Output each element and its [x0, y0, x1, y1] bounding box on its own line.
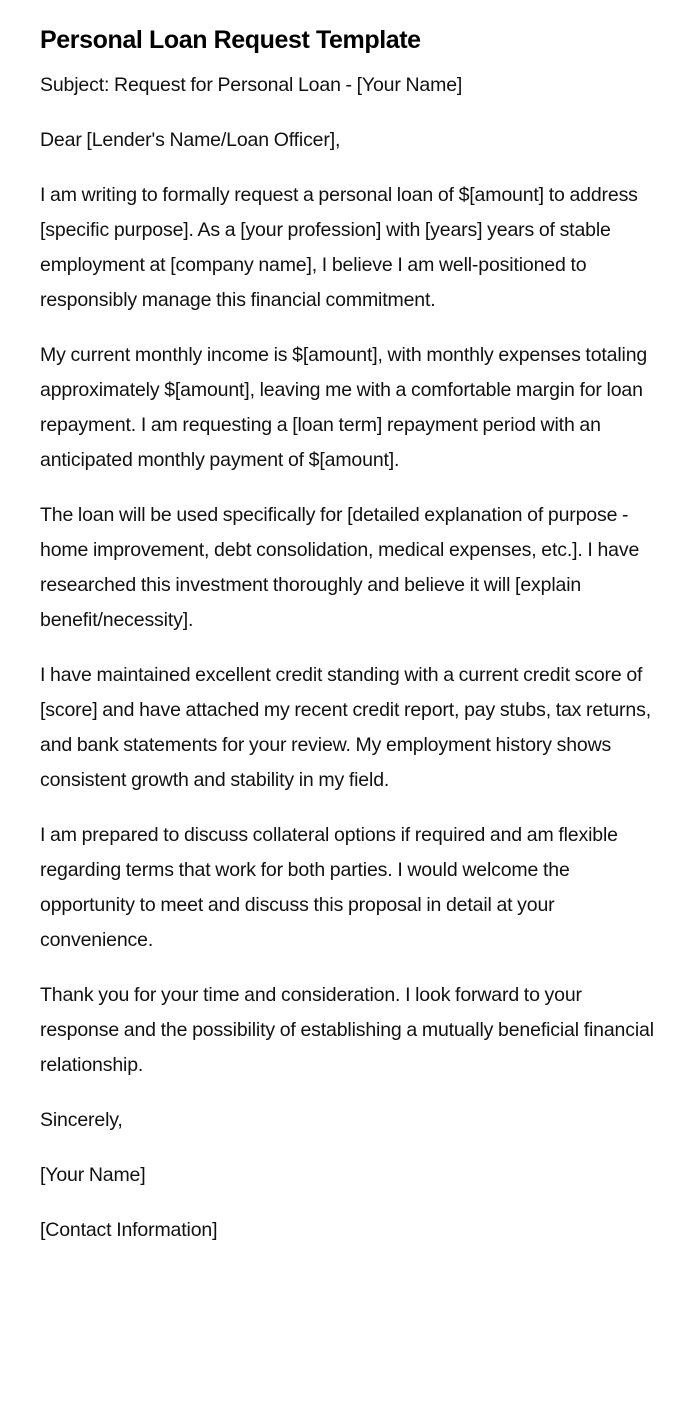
body-paragraph-purpose: The loan will be used specifically for [detailed explanation of purpose - home improvement, debt consolidation, medical expenses, etc.]. I have researched this investment thoroughly and believe it will [explain benefit/necessity]. — [40, 504, 640, 631]
signature-name: [Your Name] — [40, 1164, 146, 1186]
body-paragraph-thanks: Thank you for your time and consideration. I look forward to your response and the possibility of establishing a mutually beneficial financial relationship. — [40, 984, 654, 1076]
body-paragraph-loan-request: I am writing to formally request a personal loan of $[amount] to address [specific purpose]. As a [your profession] with [years] years of stable employment at [company name], I believe I am well-positioned to responsibly manage this financial commitment. — [40, 184, 638, 311]
body-paragraph-collateral: I am prepared to discuss collateral options if required and am flexible regarding terms that work for both parties. I would welcome the opportunity to meet and discuss this proposal in detail at your convenience. — [40, 824, 618, 951]
closing: Sincerely, — [40, 1109, 123, 1131]
body-paragraph-credit: I have maintained excellent credit standing with a current credit score of [score] and have attached my recent credit report, pay stubs, tax returns, and bank statements for your review. My employment history shows consistent growth and stability in my field. — [40, 664, 651, 791]
salutation: Dear [Lender's Name/Loan Officer], — [40, 129, 341, 151]
page-title: Personal Loan Request Template — [40, 26, 421, 54]
body-paragraph-income: My current monthly income is $[amount], with monthly expenses totaling approximately $[amount], leaving me with a comfortable margin for loan repayment. I am requesting a [loan term] repayment period with an anticipated monthly payment of $[amount]. — [40, 344, 648, 471]
contact-information: [Contact Information] — [40, 1219, 218, 1241]
subject-line: Subject: Request for Personal Loan - [Your Name] — [40, 74, 463, 96]
